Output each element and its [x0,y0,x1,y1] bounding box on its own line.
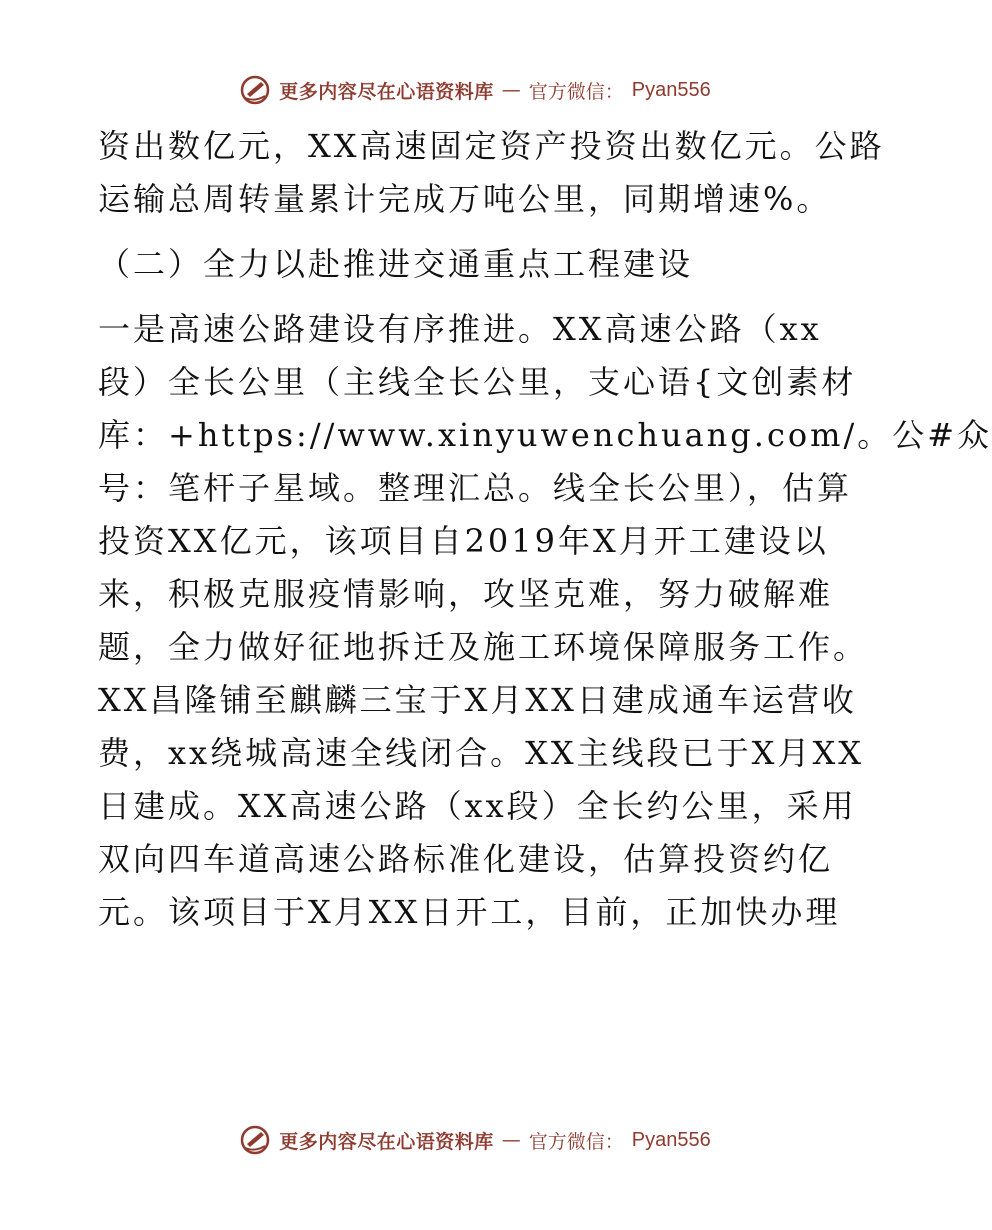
body-line: 费，xx绕城高速全线闭合。XX主线段已于X月XX [98,734,865,772]
body-line: 段）全长公里（主线全长公里，支心语{文创素材 [98,363,857,401]
body-line: XX昌隆铺至麒麟三宝于X月XX日建成通车运营收 [98,681,857,719]
body-line: 来，积极克服疫情影响，攻坚克难，努力破解难 [98,575,834,613]
watermark-separator: — [501,1129,521,1151]
body-line: 库：+https://www.xinyuwenchuang.com/。公#众 [98,416,992,454]
body-line: 题，全力做好征地拆迁及施工环境保障服务工作。 [98,628,869,666]
book-pen-logo-icon [239,74,271,106]
body-line: 运输总周转量累计完成万吨公里，同期增速%。 [98,180,832,218]
body-line: 元。该项目于X月XX日开工，目前，正加快办理 [98,893,841,931]
body-line: 资出数亿元，XX高速固定资产投资出数亿元。公路 [98,127,885,165]
body-line: 号：笔杆子星域。整理汇总。线全长公里），估算 [98,469,853,507]
footer-watermark [0,1120,950,1160]
watermark-wechat-id: Pyan556 [631,1128,711,1151]
watermark-main-text: 更多内容尽在心语资料库 [279,1130,494,1153]
body-line: 双向四车道高速公路标准化建设，估算投资约亿 [98,840,834,878]
body-line: 一是高速公路建设有序推进。XX高速公路（xx [98,310,822,348]
watermark-wechat-id: Pyan556 [631,78,711,101]
book-pen-logo-icon [239,1124,271,1156]
section-heading: （二）全力以赴推进交通重点工程建设 [98,245,694,283]
watermark-main-text: 更多内容尽在心语资料库 [279,80,494,103]
watermark-wechat-label: 官方微信： [528,1130,624,1153]
watermark-separator: — [501,79,521,101]
document-body [98,120,992,939]
body-line: 日建成。XX高速公路（xx段）全长约公里，采用 [98,787,857,825]
body-line: 投资XX亿元，该项目自2019年X月开工建设以 [98,522,829,560]
watermark-wechat-label: 官方微信： [528,80,624,103]
header-watermark [0,70,950,110]
